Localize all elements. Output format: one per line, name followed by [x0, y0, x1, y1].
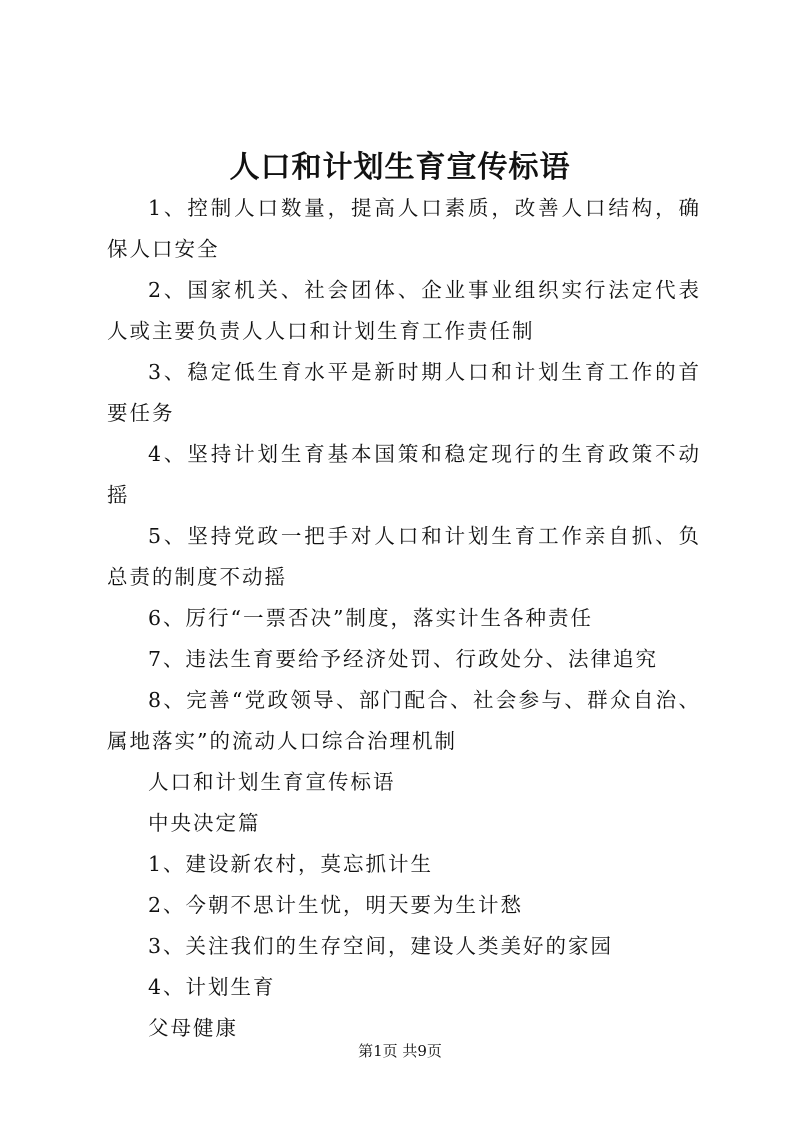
paragraph: 6、厉行“一票否决”制度，落实计生各种责任	[148, 606, 594, 630]
section-subheading: 中央决定篇	[148, 811, 261, 835]
paragraph: 5、坚持党政一把手对人口和计划生育工作亲自抓、负总责的制度不动摇	[107, 524, 701, 589]
paragraph: 2、今朝不思计生忧，明天要为生计愁	[148, 893, 524, 917]
paragraph: 4、坚持计划生育基本国策和稳定现行的生育政策不动摇	[107, 442, 701, 507]
page-number: 第1页 共9页	[358, 1042, 442, 1060]
document-body	[107, 188, 701, 1049]
paragraph: 3、稳定低生育水平是新时期人口和计划生育工作的首要任务	[107, 360, 701, 425]
document-title: 人口和计划生育宣传标语	[229, 150, 571, 185]
paragraph: 7、违法生育要给予经济处罚、行政处分、法律追究	[148, 647, 659, 671]
section-heading: 人口和计划生育宣传标语	[148, 770, 396, 794]
paragraph: 2、国家机关、社会团体、企业事业组织实行法定代表人或主要负责人人口和计划生育工作责任制	[107, 278, 701, 343]
paragraph: 父母健康	[148, 1016, 238, 1040]
paragraph: 3、关注我们的生存空间，建设人类美好的家园	[148, 934, 614, 958]
paragraph: 8、完善“党政领导、部门配合、社会参与、群众自治、属地落实”的流动人口综合治理机制	[107, 688, 701, 753]
paragraph: 1、控制人口数量，提高人口素质，改善人口结构，确保人口安全	[107, 196, 701, 261]
paragraph: 1、建设新农村，莫忘抓计生	[148, 852, 434, 876]
paragraph: 4、计划生育	[148, 975, 276, 999]
